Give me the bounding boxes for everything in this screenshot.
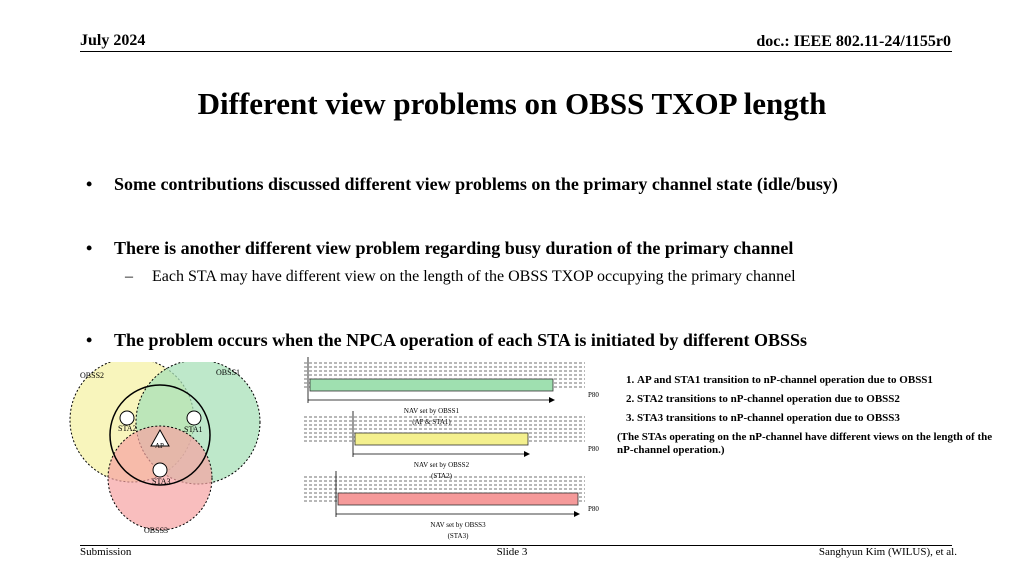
- p80-label: P80: [588, 391, 599, 399]
- sta1-node: [187, 411, 201, 425]
- arrow-head-icon: [574, 511, 580, 517]
- bullet-marker: •: [86, 238, 93, 258]
- obss3-label: OBSS3: [144, 526, 169, 535]
- notes-panel: [617, 374, 997, 457]
- obss-venn-diagram: [60, 362, 270, 542]
- header-date: July 2024: [80, 32, 146, 49]
- bullet-marker: •: [86, 174, 93, 194]
- p80-label: P80: [588, 445, 599, 453]
- bullet-text: There is another different view problem regarding busy duration of the primary channel: [114, 238, 794, 258]
- nav-bar: [355, 433, 528, 445]
- nav-bar: [310, 379, 553, 391]
- notes-list: [617, 374, 997, 425]
- arrow-head-icon: [524, 451, 530, 457]
- obss1-label: OBSS1: [216, 368, 241, 377]
- sub-bullet-marker: –: [125, 268, 133, 285]
- ap-label: AP: [155, 442, 164, 450]
- arrow-head-icon: [549, 397, 555, 403]
- note-item: 2. STA2 transitions to nP-channel operation due to OBSS2: [637, 393, 997, 406]
- footer-slide-number: Slide 3: [496, 546, 528, 558]
- nav-caption-line2: (AP & STA1): [412, 418, 451, 426]
- nav-timeline-diagram: [300, 355, 600, 545]
- header-divider: [80, 51, 952, 52]
- nav-caption-line1: NAV set by OBSS2: [413, 461, 470, 469]
- notes-paragraph: (The STAs operating on the nP-channel have different views on the length of the nP-channel operation.): [617, 431, 993, 456]
- sta3-node: [153, 463, 167, 477]
- header-doc-id: doc.: IEEE 802.11-24/1155r0: [756, 33, 951, 50]
- note-item: 1. AP and STA1 transition to nP-channel operation due to OBSS1: [637, 374, 997, 387]
- bullet-text: The problem occurs when the NPCA operation of each STA is initiated by different OBSSs: [114, 330, 808, 350]
- nav-caption-line1: NAV set by OBSS1: [403, 407, 460, 415]
- slide-title: Different view problems on OBSS TXOP length: [197, 86, 827, 121]
- sta3-label: STA3: [152, 477, 171, 486]
- sub-bullet-text: Each STA may have different view on the length of the OBSS TXOP occupying the primary channel: [152, 268, 796, 285]
- p80-label: P80: [588, 505, 599, 513]
- obss2-label: OBSS2: [80, 371, 105, 380]
- nav-bar: [338, 493, 578, 505]
- note-item: 3. STA3 transitions to nP-channel operation due to OBSS3: [637, 412, 997, 425]
- nav-caption-line2: (STA2): [431, 472, 452, 480]
- sta1-label: STA1: [184, 425, 203, 434]
- nav-caption-line1: NAV set by OBSS3: [430, 521, 486, 529]
- bullet-marker: •: [86, 330, 93, 350]
- bullet-text: Some contributions discussed different view problems on the primary channel state (idle/busy): [114, 174, 838, 194]
- nav-caption-line2: (STA3): [447, 532, 469, 540]
- sta2-node: [120, 411, 134, 425]
- nav-timelines: [304, 357, 599, 540]
- footer-author: Sanghyun Kim (WILUS), et al.: [818, 546, 957, 558]
- sta2-label: STA2: [118, 424, 137, 433]
- footer-submission: Submission: [80, 546, 132, 558]
